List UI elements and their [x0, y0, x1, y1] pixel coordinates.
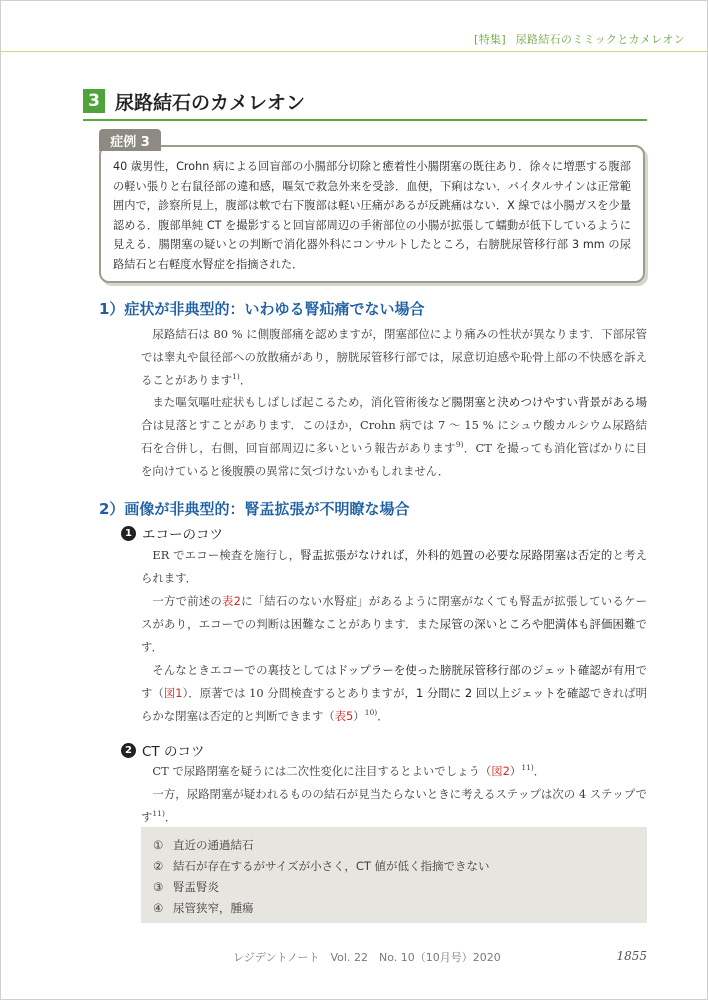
- section-number-badge: 3: [83, 89, 105, 113]
- steps-box: [141, 827, 647, 923]
- list-item: ④ 尿管狭窄，腫瘍: [153, 901, 254, 915]
- section-heading: 尿路結石のカメレオン: [115, 91, 306, 114]
- paragraph: CT で尿路閉塞を疑うには二次性変化に注目するとよいでしょう（図2）$^{11)}$．: [152, 763, 546, 778]
- paragraph: 一方で前述の表2に「結石のない水腎症」があるように閉塞がなくても腎盂が拡張しているケースがあり，エコーでの判断は困難なことがあります．また尿管の深いところや肥満体も評価困難です．: [141, 594, 647, 654]
- list-item: ① 直近の通過結石: [153, 838, 254, 852]
- number-bullet-icon: 2: [121, 743, 136, 758]
- citation: 11): [152, 809, 165, 818]
- section-rule: [83, 119, 647, 121]
- ct-heading: [121, 740, 204, 760]
- paragraph: ER でエコー検査を施行し，腎盂拡張がなければ，外科的処置の必要な尿路閉塞は否定的と考えられます．: [141, 548, 647, 585]
- header-tag: [特集]: [474, 33, 506, 46]
- figure-reference-link[interactable]: 図2: [491, 764, 510, 778]
- subsection-1-heading: 1）症状が非典型的：いわゆる腎疝痛でない場合: [99, 300, 425, 318]
- citation: 11): [521, 763, 534, 772]
- number-bullet-icon: 1: [121, 526, 136, 541]
- paragraph: 一方，尿路閉塞が疑われるものの結石が見当たらないときに考えるステップは次の 4 ステップです$^{11)}$．: [141, 787, 647, 824]
- emphasis-text: 腎盂拡張がなければ，外科的処置の必要な尿路閉塞は否定的: [300, 548, 613, 562]
- paragraph: 尿路結石は 80 % に側腹部痛を認めますが，閉塞部位により痛みの性状が異なります．下部尿管では睾丸や鼠径部への放散痛があり，膀胱尿管移行部では，尿意切迫感や恥骨上部の不快感を訴えることがあります$^{1)}$．: [141, 327, 647, 387]
- emphasis-text: 尿管の深いところや肥満体も評価困難: [439, 617, 636, 631]
- list-item: ③ 腎盂腎炎: [153, 880, 219, 894]
- list-item: ② 結石が存在するがサイズが小さく，CT 値が低く指摘できない: [153, 859, 490, 873]
- case-text: 40 歳男性，Crohn 病による回盲部の小腸部分切除と癒着性小腸閉塞の既往あり．徐々に増悪する腹部の軽い張りと右鼠径部の違和感，嘔気で救急外来を受診．血便，下痢はない．バイタルサインは正常範囲内で，診察所見上，腹部は軟で右下腹部は軽い圧痛があるが反跳痛はない．X 線では小腸ガスを少量認める．腹部単純 CT を撮影すると回盲部周辺の手術部位の小腸が拡張して蠕動が低下しているように見える．腸閉塞の疑いとの判断で消化器外科にコンサルトしたところ，右膀胱尿管移行部 3 mm の尿路結石と右軽度水腎症を指摘された．: [113, 160, 631, 271]
- running-header: [474, 31, 685, 47]
- ct-heading-text: CT のコツ: [142, 744, 205, 760]
- paragraph: そんなときエコーでの裏技としてはドップラーを使った膀胱尿管移行部のジェット確認が有用です（図1）．原著では 10 分間検査するとありますが，1 分間に 2 回以上ジェットを確認できれば明らかな閉塞は否定的と判断できます（表5）$^{10)}$．: [141, 663, 647, 723]
- subsection-2-heading: 2）画像が非典型的：腎盂拡張が不明瞭な場合: [99, 500, 410, 518]
- emphasis-text: 腸閉塞と決めつけやすい背景がある場合: [141, 395, 647, 432]
- table-reference-link[interactable]: 表2: [222, 594, 241, 608]
- header-rule: [1, 51, 708, 52]
- citation: 1): [232, 372, 240, 381]
- paragraph: また嘔気嘔吐症状もしばしば起こるため，消化管術後など腸閉塞と決めつけやすい背景がある場合は見落とすことがあります．このほか，Crohn 病では 7 〜 15 % にシュウ酸カルシウム尿路結石を合併し，右側，回盲部周辺に多いという報告があります$^{9)}$．CT を撮っても消化管ばかりに目を向けていると後腹膜の異常に気づけないかもしれません．: [141, 395, 647, 478]
- echo-heading-text: エコーのコツ: [142, 527, 223, 543]
- emphasis-text: ドップラーを使った膀胱尿管移行部のジェット確認が有用: [336, 663, 636, 677]
- header-title: 尿路結石のミミックとカメレオン: [515, 33, 685, 46]
- citation: 9): [455, 440, 464, 449]
- journal-info: レジデントノート Vol. 22 No. 10（10月号）2020: [233, 951, 501, 964]
- page-footer: [1, 949, 708, 969]
- section-title: [83, 89, 305, 113]
- echo-heading: [121, 523, 223, 543]
- case-label: 症例 3: [99, 129, 161, 151]
- table-reference-link[interactable]: 表5: [334, 709, 354, 723]
- case-box: [99, 145, 645, 283]
- citation: 10): [364, 708, 378, 717]
- emphasis-text: 1 分間に 2 回以上ジェットを確認: [415, 686, 590, 700]
- page-number: 1855: [616, 949, 647, 963]
- figure-reference-link[interactable]: 図1: [163, 686, 183, 700]
